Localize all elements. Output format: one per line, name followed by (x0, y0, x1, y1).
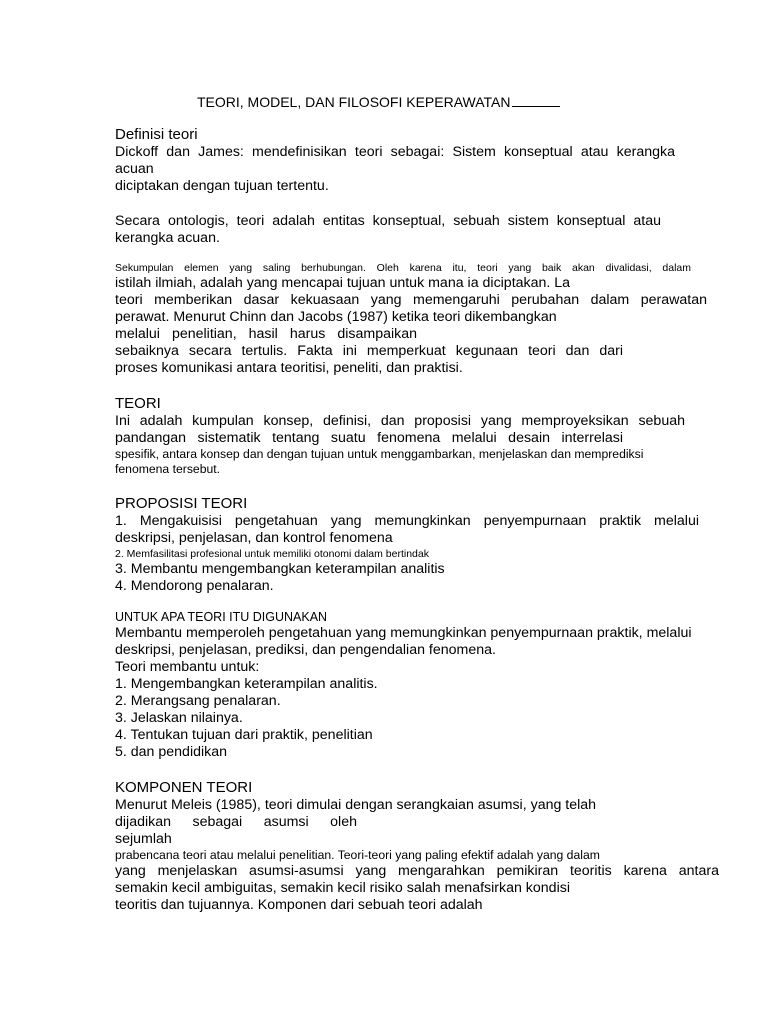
paragraph-line: yang menjelaskan asumsi-asumsi yang mengarahkan pemikiran teoritis karena antara (115, 863, 719, 879)
page-title-text: TEORI, MODEL, DAN FILOSOFI KEPERAWATAN (197, 94, 511, 110)
paragraph-line: Membantu memperoleh pengetahuan yang memungkinkan penyempurnaan praktik, melalui (115, 625, 692, 641)
paragraph-line: Dickoff dan James: mendefinisikan teori sebagai: Sistem konseptual atau kerangka acuan (115, 144, 675, 177)
paragraph-line-small: prabencana teori atau melalui penelitian. Teori-teori yang paling efektif adalah yang dalam (115, 848, 600, 862)
teori-heading: TEORI (115, 395, 161, 412)
paragraph-line: semakin kecil ambiguitas, semakin kecil risiko salah menafsirkan kondisi (115, 880, 570, 896)
spacer (115, 761, 715, 779)
list-item: 1. Mengembangkan keterampilan analitis. (115, 676, 378, 692)
proposisi-heading: PROPOSISI TEORI (115, 495, 248, 512)
list-item: 3. Jelaskan nilainya. (115, 710, 243, 726)
paragraph-line: teori memberikan dasar kekuasaan yang memengaruhi perubahan dalam perawatan (115, 292, 707, 308)
untuk-apa-heading: UNTUK APA TEORI ITU DIGUNAKAN (115, 610, 328, 624)
list-item: 1. Mengakuisisi pengetahuan yang memungkinkan penyempurnaan praktik melalui (115, 513, 699, 529)
spacer (115, 477, 715, 495)
list-item: 4. Mendorong penalaran. (115, 578, 274, 594)
paragraph-line: Secara ontologis, teori adalah entitas konseptual, sebuah sistem konseptual atau (115, 213, 661, 229)
ontologis-section (115, 213, 715, 247)
list-item: deskripsi, penjelasan, dan kontrol fenomena (115, 530, 393, 546)
paragraph-line: melalui penelitian, hasil harus disampaikan (115, 326, 417, 342)
list-item: 5. dan pendidikan (115, 744, 228, 760)
paragraph-line: perawat. Menurut Chinn dan Jacobs (1987) ketika teori dikembangkan (115, 309, 557, 325)
paragraph-line-small: spesifik, antara konsep dan dengan tujuan untuk menggambarkan, menjelaskan dan memprediksi (115, 447, 644, 461)
komponen-heading: KOMPONEN TEORI (115, 779, 253, 796)
spacer (115, 247, 715, 261)
paragraph-line: kerangka acuan. (115, 230, 220, 246)
paragraph-line-small: Sekumpulan elemen yang saling berhubungan. Oleh karena itu, teori yang baik akan divalidasi, dalam (115, 262, 691, 274)
list-item: 4. Tentukan tujuan dari praktik, penelitian (115, 727, 373, 743)
paragraph-line: teoritis dan tujuannya. Komponen dari sebuah teori adalah (115, 897, 483, 913)
list-item: 2. Merangsang penalaran. (115, 693, 281, 709)
paragraph-line: Ini adalah kumpulan konsep, definisi, dan proposisi yang memproyeksikan sebuah (115, 413, 685, 429)
komponen-section (115, 779, 719, 914)
untuk-apa-section (115, 609, 715, 761)
proposisi-section (115, 495, 715, 595)
paragraph-line: diciptakan dengan tujuan tertentu. (115, 178, 329, 194)
paragraph-line: pandangan sistematik tentang suatu fenomena melalui desain interrelasi (115, 430, 623, 446)
paragraph-line: sebaiknya secara tertulis. Fakta ini memperkuat kegunaan teori dan dari (115, 343, 623, 359)
definisi-heading: Definisi teori (115, 126, 198, 143)
paragraph-line: Menurut Meleis (1985), teori dimulai dengan serangkaian asumsi, yang telah (115, 797, 597, 813)
paragraph-line: istilah ilmiah, adalah yang mencapai tujuan untuk mana ia diciptakan. La (115, 275, 571, 291)
title-underline (512, 94, 560, 107)
paragraph-line: dijadikan sebagai asumsi oleh sejumlah (115, 814, 357, 847)
teori-section (115, 395, 715, 477)
definisi-section (115, 126, 715, 195)
list-item: 3. Membantu mengembangkan keterampilan analitis (115, 561, 445, 577)
paragraph-line: proses komunikasi antara teoritisi, peneliti, dan praktisi. (115, 360, 463, 376)
paragraph-line: deskripsi, penjelasan, prediksi, dan pengendalian fenomena. (115, 642, 496, 658)
document-body (115, 126, 719, 914)
paragraph-line-small: fenomena tersebut. (115, 462, 221, 476)
spacer (115, 195, 715, 213)
list-item-small: 2. Memfasilitasi profesional untuk memiliki otonomi dalam bertindak (115, 548, 429, 560)
sekumpulan-section (115, 261, 715, 377)
paragraph-line: Teori membantu untuk: (115, 659, 260, 675)
spacer (115, 377, 715, 395)
spacer (115, 595, 715, 609)
page-title (197, 94, 560, 110)
